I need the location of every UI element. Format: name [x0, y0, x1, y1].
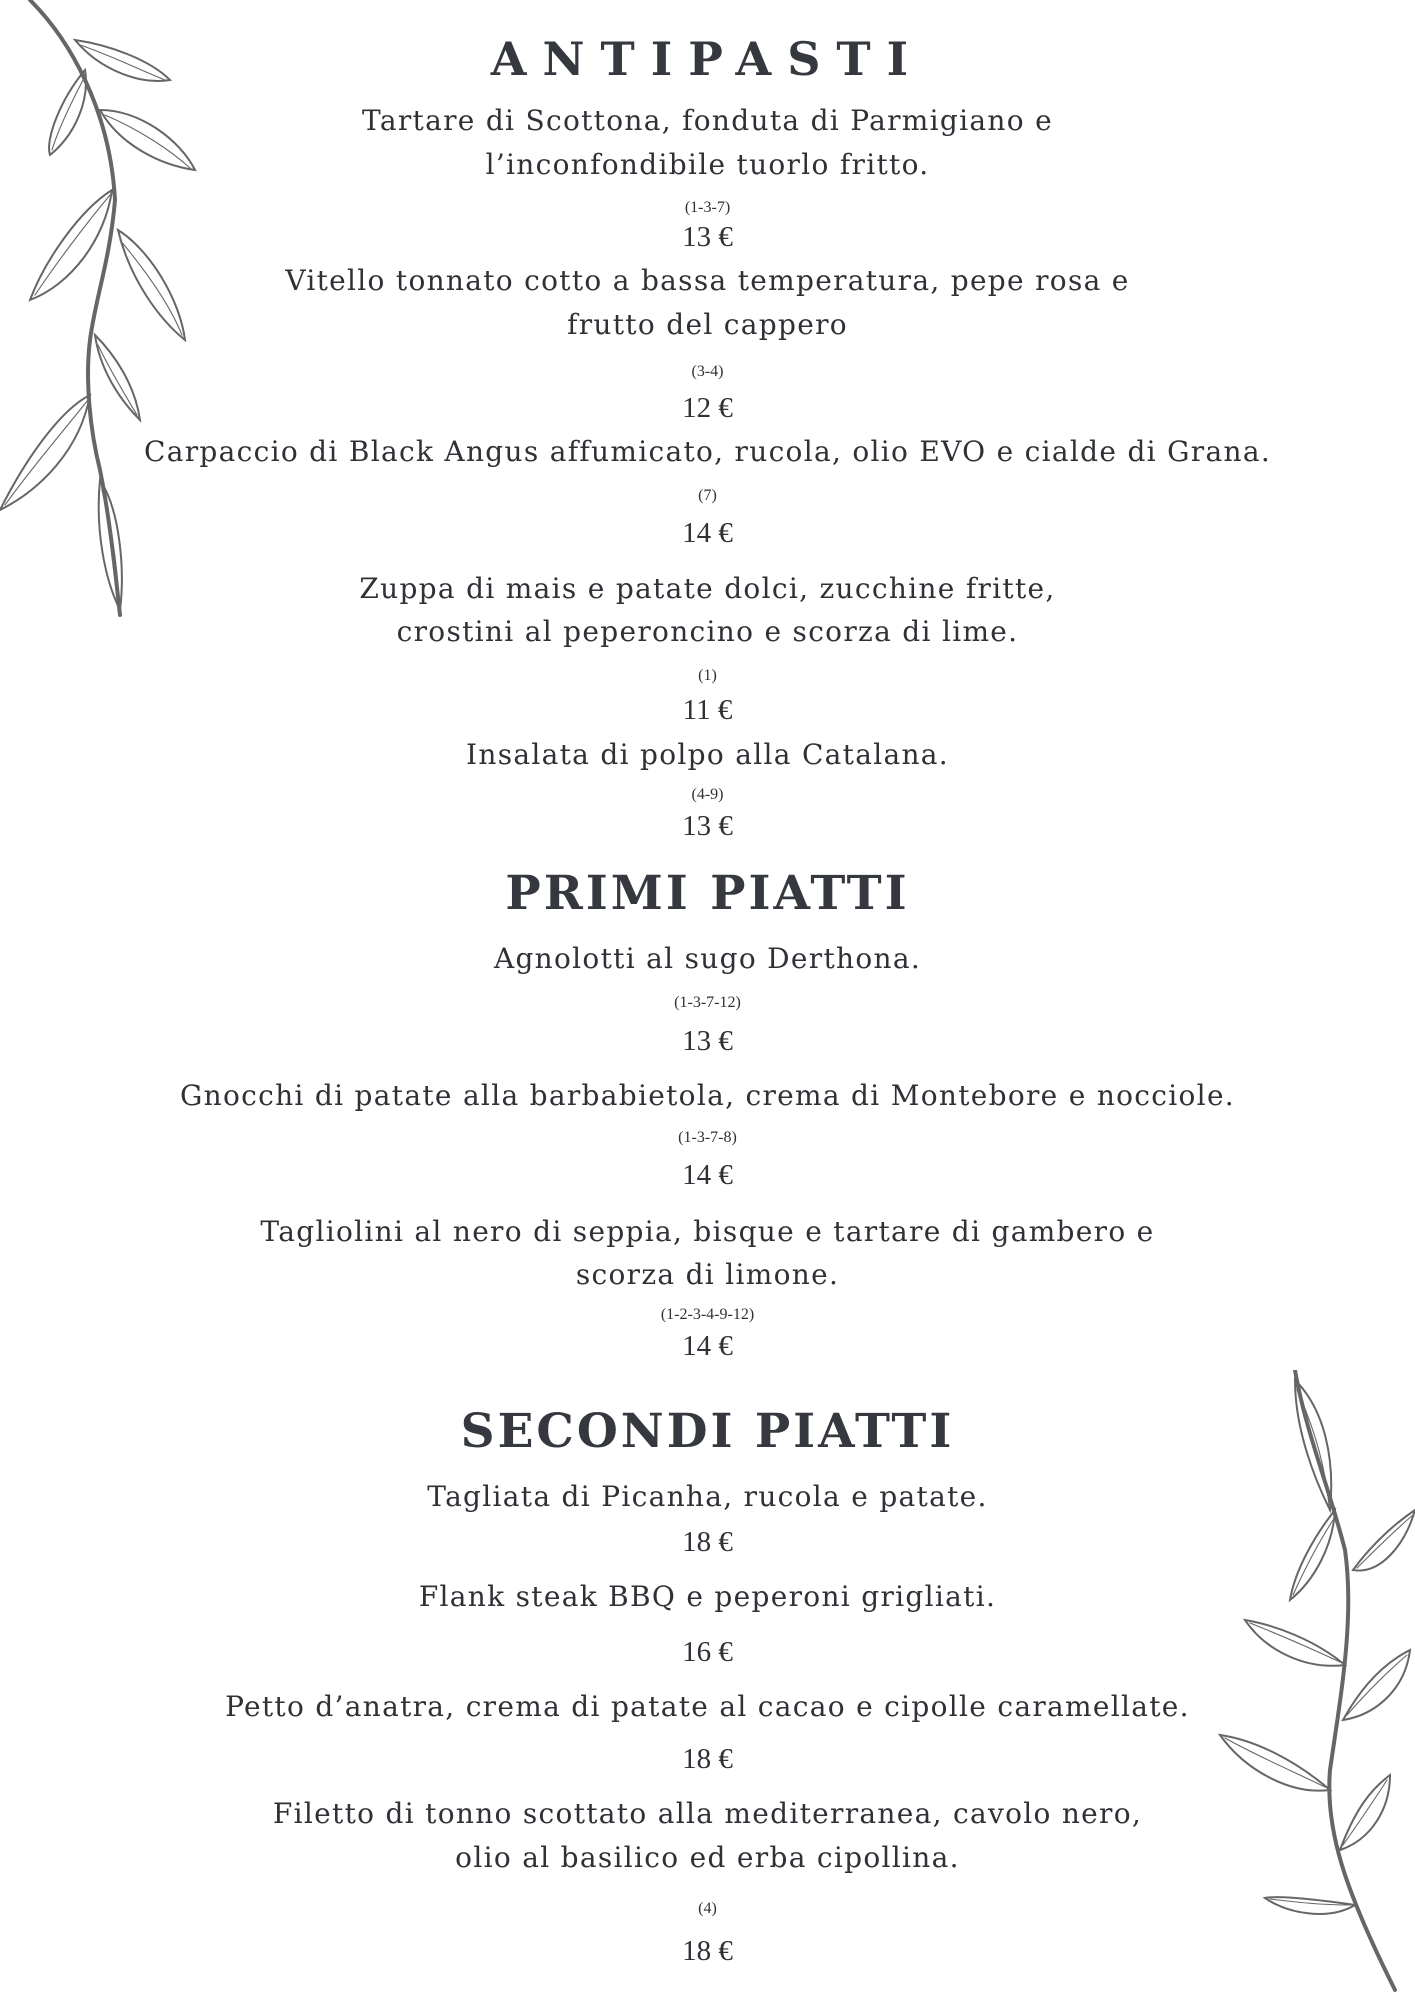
price: 13 €	[682, 810, 733, 842]
dish-line: crostini al peperoncino e scorza di lime.	[396, 615, 1019, 648]
dish-line: Agnolotti al sugo Derthona.	[493, 942, 922, 975]
allergens: (1-3-7-12)	[674, 994, 741, 1011]
dish-line: Petto d’anatra, crema di patate al cacao e cipolle caramellate.	[225, 1690, 1190, 1723]
dish-line: Insalata di polpo alla Catalana.	[466, 738, 949, 771]
allergens: (4)	[698, 1900, 717, 1917]
dish-line: Flank steak BBQ e peperoni grigliati.	[418, 1580, 997, 1613]
allergens: (7)	[698, 487, 717, 504]
dish-line: olio al basilico ed erba cipollina.	[455, 1841, 960, 1874]
dish-line: frutto del cappero	[567, 308, 848, 341]
dish-line: Zuppa di mais e patate dolci, zucchine fritte,	[359, 572, 1056, 605]
section-title-primi: PRIMI PIATTI	[505, 866, 910, 921]
dish-line: Tagliata di Picanha, rucola e patate.	[427, 1480, 988, 1513]
price: 18 €	[682, 1526, 733, 1558]
price: 18 €	[682, 1743, 733, 1775]
allergens: (4-9)	[691, 786, 724, 803]
price: 12 €	[682, 392, 733, 424]
dish-line: l’inconfondibile tuorlo fritto.	[485, 148, 930, 181]
price: 18 €	[682, 1935, 733, 1967]
price: 16 €	[682, 1636, 733, 1668]
dish-line: Carpaccio di Black Angus affumicato, rucola, olio EVO e cialde di Grana.	[143, 435, 1272, 468]
allergens: (1-2-3-4-9-12)	[660, 1306, 755, 1323]
dish-line: Gnocchi di patate alla barbabietola, crema di Montebore e nocciole.	[179, 1079, 1236, 1112]
allergens: (1-3-7)	[684, 199, 731, 216]
price: 13 €	[682, 1025, 733, 1057]
allergens: (3-4)	[691, 363, 724, 380]
price: 14 €	[682, 1159, 733, 1191]
price: 13 €	[682, 221, 733, 253]
price: 14 €	[682, 1330, 733, 1362]
allergens: (1)	[698, 667, 717, 684]
price: 14 €	[682, 517, 733, 549]
section-title-antipasti: ANTIPASTI	[490, 32, 925, 86]
dish-line: Vitello tonnato cotto a bassa temperatura, pepe rosa e	[285, 264, 1130, 297]
dish-line: Filetto di tonno scottato alla mediterranea, cavolo nero,	[272, 1797, 1143, 1830]
dish-line: Tagliolini al nero di seppia, bisque e tartare di gambero e	[260, 1215, 1155, 1248]
section-title-secondi: SECONDI PIATTI	[460, 1404, 955, 1459]
allergens: (1-3-7-8)	[678, 1129, 737, 1146]
dish-line: Tartare di Scottona, fonduta di Parmigiano e	[362, 104, 1053, 137]
price: 11 €	[682, 694, 733, 726]
dish-line: scorza di limone.	[575, 1258, 840, 1291]
